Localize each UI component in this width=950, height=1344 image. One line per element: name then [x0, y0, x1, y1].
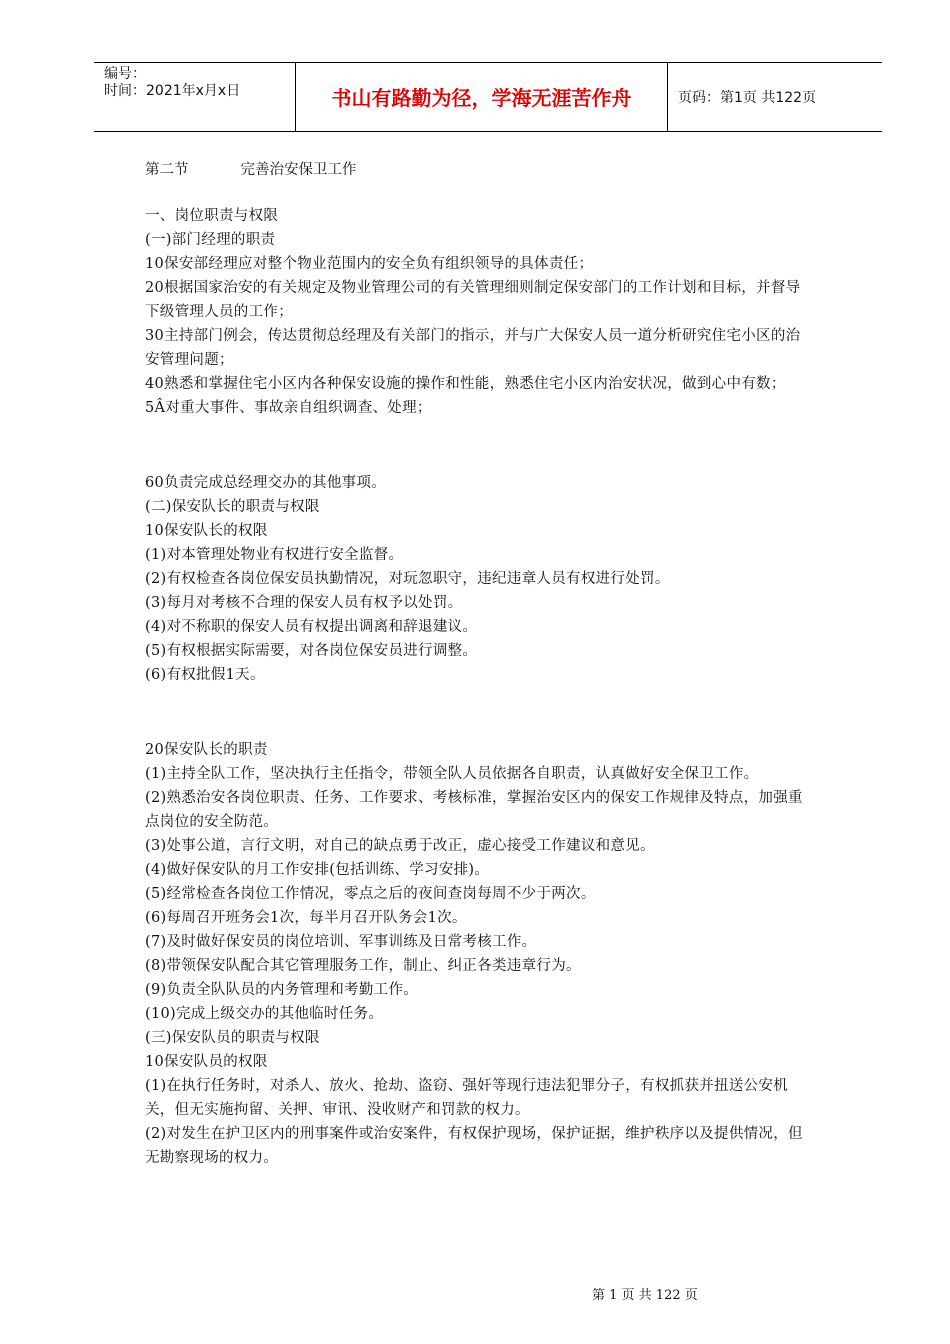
section-label: 第二节: [145, 162, 189, 178]
header-slogan-cell: [296, 63, 668, 131]
paragraph: (3)处事公道，言行文明，对自己的缺点勇于改正，虚心接受工作建议和意见。: [145, 838, 655, 854]
section-title: 完善治安保卫工作: [240, 162, 357, 178]
paragraph: 30主持部门例会，传达贯彻总经理及有关部门的指示，并与广大保安人员一道分析研究住宅小区的治安管理问题；: [145, 328, 801, 368]
paragraph: 10保安队员的权限: [145, 1054, 268, 1070]
paragraph: (一)部门经理的职责: [145, 232, 276, 248]
header-meta-cell: [94, 63, 296, 131]
paragraph: (2)对发生在护卫区内的刑事案件或治安案件，有权保护现场，保护证据，维护秩序以及提供情况，但无勘察现场的权力。: [145, 1126, 803, 1166]
paragraph: (1)对本管理处物业有权进行安全监督。: [145, 547, 404, 563]
document-header: [94, 62, 882, 132]
document-time: 时间：2021年x月x日: [104, 83, 241, 99]
paragraph: 10保安队长的权限: [145, 523, 268, 539]
paragraph: (1)在执行任务时，对杀人、放火、抢劫、盗窃、强奸等现行违法犯罪分子，有权抓获并扭送公安机关，但无实施拘留、关押、审讯、没收财产和罚款的权力。: [145, 1078, 789, 1118]
paragraph: 5Â对重大事件、事故亲自组织调查、处理；: [145, 400, 432, 416]
paragraph: (1)主持全队工作，坚决执行主任指令，带领全队人员依据各自职责，认真做好安全保卫工作。: [145, 766, 759, 782]
blank-space: [145, 420, 813, 471]
paragraph: 20根据国家治安的有关规定及物业管理公司的有关管理细则制定保安部门的工作计划和目标，并督导下级管理人员的工作；: [145, 280, 801, 320]
paragraph: (4)做好保安队的月工作安排(包括训练、学习安排)。: [145, 862, 490, 878]
document-number-label: 编号：: [104, 66, 146, 82]
paragraph: (2)熟悉治安各岗位职责、任务、工作要求、考核标准，掌握治安区内的保安工作规律及特点，加强重点岗位的安全防范。: [145, 790, 803, 830]
paragraph: 10保安部经理应对整个物业范围内的安全负有组织领导的具体责任；: [145, 256, 594, 272]
header-page-info: 页码：第1页 共122页: [678, 90, 817, 106]
document-body: [145, 204, 813, 1170]
paragraph: (8)带领保安队配合其它管理服务工作，制止、纠正各类违章行为。: [145, 958, 581, 974]
paragraph: (3)每月对考核不合理的保安人员有权予以处罚。: [145, 595, 463, 611]
paragraph: (9)负责全队队员的内务管理和考勤工作。: [145, 982, 419, 998]
header-slogan: 书山有路勤为径，学海无涯苦作舟: [331, 86, 632, 110]
paragraph: (5)经常检查各岗位工作情况，零点之后的夜间查岗每周不少于两次。: [145, 886, 596, 902]
paragraph: 60负责完成总经理交办的其他事项。: [145, 475, 387, 491]
paragraph: (5)有权根据实际需要，对各岗位保安员进行调整。: [145, 643, 478, 659]
paragraph: (6)每周召开班务会1次，每半月召开队务会1次。: [145, 910, 467, 926]
paragraph: (三)保安队员的职责与权限: [145, 1030, 320, 1046]
paragraph: (二)保安队长的职责与权限: [145, 499, 320, 515]
paragraph: 一、岗位职责与权限: [145, 208, 279, 224]
paragraph: (6)有权批假1天。: [145, 667, 265, 683]
paragraph: 20保安队长的职责: [145, 742, 268, 758]
header-page-cell: [668, 63, 882, 131]
paragraph: 40熟悉和掌握住宅小区内各种保安设施的操作和性能，熟悉住宅小区内治安状况，做到心中有数；: [145, 376, 786, 392]
paragraph: (7)及时做好保安员的岗位培训、军事训练及日常考核工作。: [145, 934, 537, 950]
paragraph: (4)对不称职的保安人员有权提出调离和辞退建议。: [145, 619, 478, 635]
blank-space: [145, 687, 813, 738]
paragraph: (2)有权检查各岗位保安员执勤情况，对玩忽职守，违纪违章人员有权进行处罚。: [145, 571, 670, 587]
section-heading: [145, 160, 357, 180]
paragraph: (10)完成上级交办的其他临时任务。: [145, 1006, 384, 1022]
page-footer: 第 1 页 共 122 页: [592, 1288, 698, 1303]
